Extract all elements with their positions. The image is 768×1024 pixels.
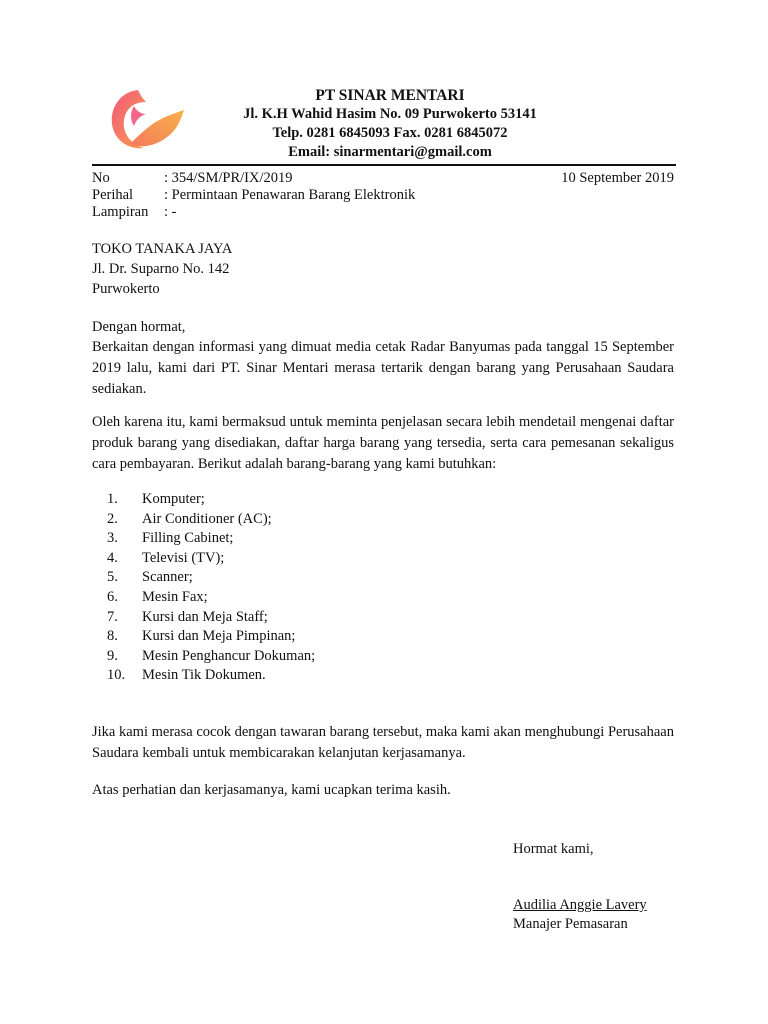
item-text: Mesin Tik Dokumen. — [142, 667, 266, 684]
recipient-name: TOKO TANAKA JAYA — [92, 241, 233, 257]
list-item — [107, 666, 315, 686]
meta-key: No — [92, 170, 110, 186]
salutation: Dengan hormat, — [92, 319, 186, 335]
meta-value: : 354/SM/PR/IX/2019 — [164, 170, 293, 186]
recipient-block — [92, 239, 232, 299]
list-item — [107, 608, 315, 628]
paragraph-request: Oleh karena itu, kami bermaksud untuk meminta penjelasan secara lebih mendetail mengenai daftar produk barang yang disediakan, daftar harga barang yang tersedia, serta cara pemesanan sekaligus cara pembayaran. Berikut adalah barang-barang yang kami butuhkan: — [92, 414, 674, 472]
letterhead-divider — [92, 164, 676, 166]
company-phone: Telp. 0281 6845093 Fax. 0281 6845072 — [272, 125, 508, 141]
item-text: Mesin Penghancur Dokuman; — [142, 647, 316, 664]
item-number: 6. — [107, 588, 118, 605]
recipient-city: Purwokerto — [92, 281, 160, 297]
meta-key: Perihal — [92, 187, 134, 203]
item-number: 3. — [107, 530, 118, 547]
item-text: Kursi dan Meja Staff; — [142, 608, 268, 625]
item-text: Kursi dan Meja Pimpinan; — [142, 628, 296, 645]
meta-key: Lampiran — [92, 204, 149, 220]
meta-row-subject — [92, 187, 676, 204]
letterhead — [190, 86, 590, 162]
meta-value: : Permintaan Penawaran Barang Elektronik — [164, 187, 416, 203]
item-number: 4. — [107, 549, 118, 566]
item-number: 10. — [107, 667, 126, 684]
meta-row-attachment — [92, 204, 676, 221]
item-text: Air Conditioner (AC); — [142, 510, 272, 527]
letter-date: 10 September 2019 — [561, 170, 674, 186]
company-logo — [104, 84, 188, 156]
company-email: Email: sinarmentari@gmail.com — [288, 144, 492, 160]
item-number: 2. — [107, 510, 118, 527]
list-item — [107, 568, 315, 588]
item-number: 8. — [107, 628, 118, 645]
recipient-street: Jl. Dr. Suparno No. 142 — [92, 261, 230, 277]
signer-title: Manajer Pemasaran — [513, 916, 628, 932]
signature-block — [513, 896, 647, 934]
list-item — [107, 627, 315, 647]
item-number: 1. — [107, 491, 118, 507]
item-number: 9. — [107, 647, 118, 664]
item-number: 5. — [107, 569, 118, 586]
list-item — [107, 529, 315, 549]
list-item — [107, 549, 315, 569]
item-number: 7. — [107, 608, 118, 625]
signer-name: Audilia Anggie Lavery — [513, 897, 647, 913]
paragraph-followup: Jika kami merasa cocok dengan tawaran barang tersebut, maka kami akan menghubungi Perusahaan Saudara kembali untuk membicarakan kelanjutan kerjasamanya. — [92, 724, 674, 761]
closing-greeting: Hormat kami, — [513, 841, 594, 857]
item-text: Filling Cabinet; — [142, 530, 234, 547]
company-name: PT SINAR MENTARI — [315, 87, 465, 104]
company-address: Jl. K.H Wahid Hasim No. 09 Purwokerto 53141 — [243, 106, 537, 122]
item-text: Komputer; — [142, 491, 205, 507]
paragraph-intro: Berkaitan dengan informasi yang dimuat media cetak Radar Banyumas pada tanggal 15 September 2019 lalu, kami dari PT. Sinar Mentari merasa tertarik dengan barang yang Perusahaan Saudara sediakan. — [92, 339, 674, 397]
list-item — [107, 490, 315, 510]
meta-value: : - — [164, 204, 177, 220]
list-item — [107, 588, 315, 608]
item-text: Mesin Fax; — [142, 588, 208, 605]
paragraph-thanks: Atas perhatian dan kerjasamanya, kami ucapkan terima kasih. — [92, 782, 451, 798]
list-item — [107, 510, 315, 530]
item-list — [107, 490, 315, 686]
item-text: Scanner; — [142, 569, 193, 586]
item-text: Televisi (TV); — [142, 549, 225, 566]
list-item — [107, 647, 315, 667]
